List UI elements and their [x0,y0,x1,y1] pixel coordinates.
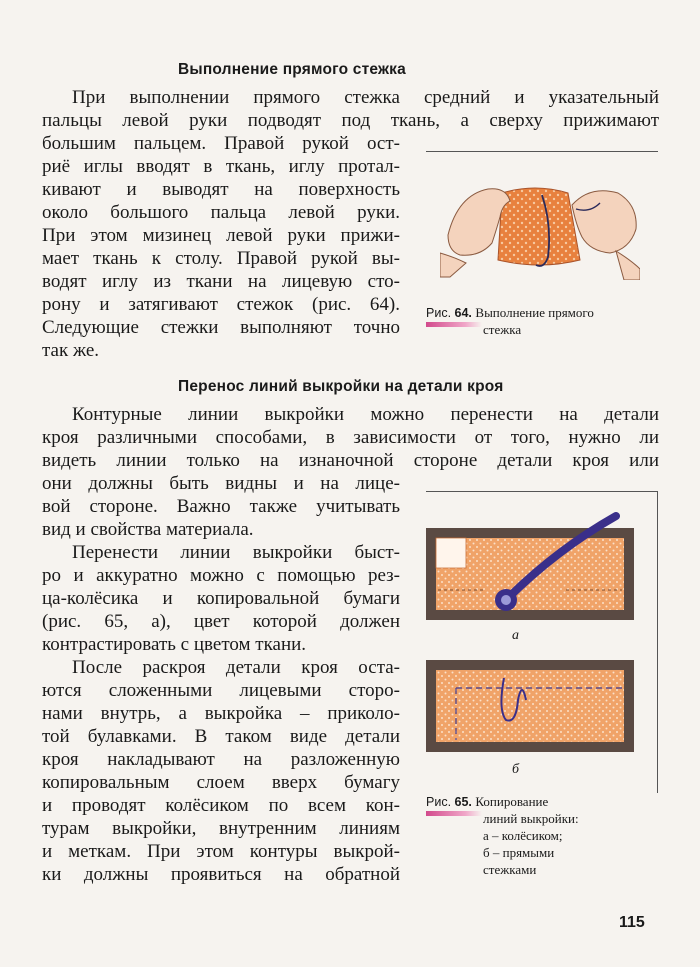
paragraph-line: После раскроя детали кроя оста- [72,657,400,678]
paragraph-line: ца-колёсика и копировальной бумаги [42,588,400,609]
tracing-wheel-illustration [426,510,636,620]
paragraph-line: При этом мизинец левой руки прижи- [42,225,400,246]
paragraph-line: риё иглы вводят в ткань, иглу протал- [42,156,400,177]
paragraph-line: и проводят колёсиком по всем кон- [42,795,400,816]
caption-accent-bar [426,811,482,816]
paragraph-line: рону и затягивают стежок (рис. 64). [42,294,400,315]
caption-accent-bar [426,322,482,327]
caption-text: стежками [483,862,537,877]
paragraph-line: ки должны проявиться на обратной [42,864,400,885]
figure-top-rule [426,151,658,152]
caption-text: линий выкройки: [483,811,579,826]
paragraph-line: ются сложенными лицевыми сторо- [42,680,400,701]
paragraph-line: (рис. 65, а), цвет которой должен [42,611,400,632]
paragraph-line: кроя различными способами, в зависимости от того, нужно ли [42,427,659,448]
figure-top-rule [426,491,658,492]
paragraph-line: Следующие стежки выполняют точно [42,317,400,338]
paragraph-line: кивают и выводят на поверхность [42,179,400,200]
figure-label: Рис. [426,306,452,320]
paragraph-line: пальцы левой руки подводят под ткань, а сверху прижимают [42,110,659,131]
hands-stitching-illustration [440,165,640,280]
paragraph-line: Контурные линии выкройки можно перенести на детали [72,404,659,425]
caption-text: Копирование [475,794,549,809]
paragraph-line: кроя накладывают на разложенную [42,749,400,770]
paragraph-line: ро и аккуратно можно с помощью рез- [42,565,400,586]
section-heading-pattern-transfer: Перенос линий выкройки на детали кроя [178,378,504,395]
paragraph-line: так же. [42,340,100,361]
paragraph-line: они должны быть видны и на лице- [42,473,400,494]
subfigure-label-a: а [512,628,519,643]
paragraph-line: мает ткань к столу. Правой рукой вы- [42,248,400,269]
paragraph-line: вид и свойства материала. [42,519,254,540]
paragraph-line: и меткам. При этом контуры выкрой- [42,841,400,862]
caption-text: б – прямыми [483,845,555,860]
caption-text: стежка [483,322,522,337]
figure-64-caption [426,305,666,321]
subfigure-label-b: б [512,762,520,777]
paragraph-line: той булавками. В таком виде детали [42,726,400,747]
page-number: 115 [619,914,645,931]
paragraph-line: турам выкройки, внутренним линиям [42,818,400,839]
figure-number: 64. [454,306,472,320]
paragraph-line: видеть линии только на изнаночной стороне детали кроя или [42,450,659,471]
section-heading-straight-stitch: Выполнение прямого стежка [178,61,406,78]
paragraph-line: водят иглу из ткани на лицевую сто- [42,271,400,292]
paragraph-line: Перенести линии выкройки быст- [72,542,400,563]
paragraph-line: При выполнении прямого стежка средний и указательный [72,87,659,108]
figure-side-rule [657,491,658,793]
figure-65-caption [426,794,548,810]
figure-number: 65. [454,795,472,809]
caption-text: а – колёсиком; [483,828,563,843]
caption-text: Выполнение прямого [475,305,594,320]
paragraph-line: нами внутрь, а выкройка – приколо- [42,703,400,724]
paragraph-line: контрастировать с цветом ткани. [42,634,307,655]
paragraph-line: вой стороне. Важно также учитывать [42,496,400,517]
paragraph-line: большим пальцем. Правой рукой ост- [42,133,400,154]
basting-stitches-illustration [426,660,636,752]
figure-label: Рис. [426,795,452,809]
paragraph-line: копировальным слоем вверх бумагу [42,772,400,793]
paragraph-line: около большого пальца левой руки. [42,202,400,223]
